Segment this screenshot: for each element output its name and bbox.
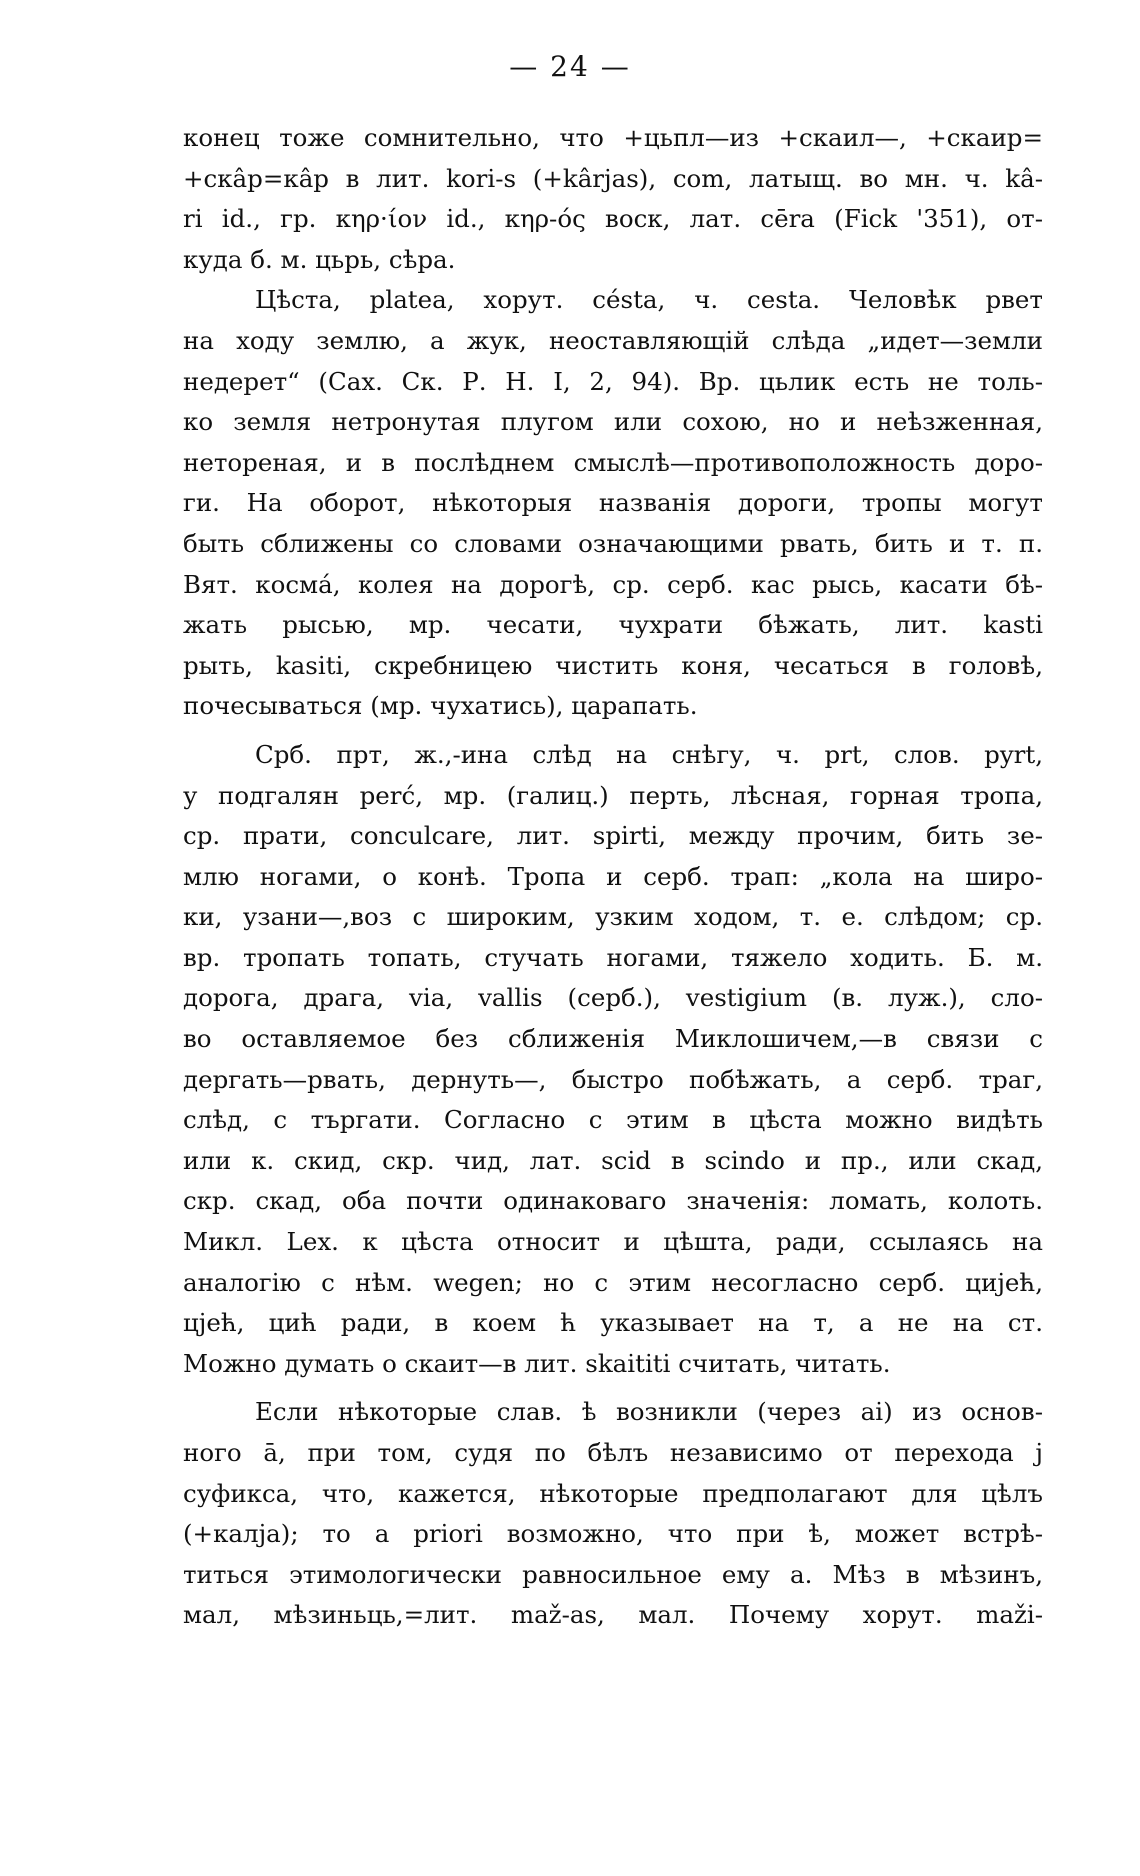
paragraph — [183, 118, 1043, 280]
text-line: аналогію с нѣм. wegen; но с этим несогласно серб. цијећ, — [183, 1267, 1043, 1297]
text-line: Микл. Lex. к цѣста относит и цѣшта, ради, ссылаясь на — [183, 1227, 1043, 1257]
text-line: у подгалян perć, мр. (галиц.) перть, лѣсная, горная тропа, — [183, 780, 1043, 810]
text-line: ки, узани—,воз с широким, узким ходом, т. е. слѣдом; ср. — [183, 902, 1043, 932]
paragraph — [183, 1392, 1043, 1636]
paragraph — [183, 735, 1043, 1385]
text-line: Если нѣкоторые слав. ѣ возникли (через ai) из основ- — [255, 1397, 1043, 1427]
text-line: Вят. космá, колея на дорогѣ, ср. серб. кас рысь, касати бѣ- — [183, 569, 1043, 599]
text-line: ного ā, при том, судя по бѣлъ независимо от перехода j — [183, 1438, 1043, 1467]
text-line: жать рысью, мр. чесати, чухрати бѣжать, лит. kasti — [183, 610, 1043, 640]
text-line: вр. тропать топать, стучать ногами, тяжело ходить. Б. м. — [183, 942, 1043, 972]
text-line: ко земля нетронутая плугом или сохою, но и неѣзженная, — [183, 407, 1043, 437]
text-line: мал, мѣзиньць,=лит. maž-as, мал. Почему хорут. maži- — [183, 1600, 1043, 1630]
text-line: нетореная, и в послѣднем смыслѣ—противоположность доро- — [183, 447, 1043, 477]
text-line: (+калја); то а priori возможно, что при ѣ, может встрѣ- — [183, 1519, 1043, 1549]
paragraph — [183, 280, 1043, 727]
text-line: дергать—рвать, дернуть—, быстро побѣжать, а серб. траг, — [183, 1064, 1043, 1094]
text-line: ri id., гр. κηρ·ίον id., κηρ-ός воск, лат. cēra (Fick '351), от- — [183, 204, 1043, 234]
text-line: скр. скад, оба почти одинаковаго значенія: ломать, колоть. — [183, 1186, 1043, 1216]
text-line: ги. На оборот, нѣкоторыя названія дороги, тропы могут — [183, 488, 1043, 518]
body-text — [183, 118, 1043, 1636]
text-line: Можно думать о скаит—в лит. skaititi считать, читать. — [183, 1348, 891, 1378]
text-line: титься этимологически равносильное ему а. Мѣз в мѣзинъ, — [183, 1559, 1043, 1589]
text-line: Цѣста, platea, хорут. césta, ч. cesta. Человѣк рвет — [255, 285, 1043, 315]
text-line: Срб. прт, ж.,-ина слѣд на снѣгу, ч. prt, слов. pyrt, — [255, 739, 1043, 769]
text-line: +скâр=кâр в лит. kori-s (+kârjas), com, латыщ. во мн. ч. kâ- — [183, 163, 1043, 193]
text-line: быть сближены со словами означающими рвать, бить и т. п. — [183, 528, 1043, 558]
text-line: цјећ, цић ради, в коем ћ указывает на т, а не на ст. — [183, 1308, 1043, 1338]
text-line: на ходу землю, а жук, неоставляющій слѣда „идет—земли — [183, 325, 1043, 355]
text-line: или к. скид, скр. чид, лат. scid в scindo и пр., или скад, — [183, 1145, 1043, 1175]
text-line: слѣд, с търгати. Согласно с этим в цѣста можно видѣть — [183, 1105, 1043, 1135]
text-line: млю ногами, о конѣ. Тропа и серб. трап: „кола на широ- — [183, 861, 1043, 891]
page-number: — 24 — — [509, 50, 631, 83]
text-line: дорога, драга, via, vallis (серб.), vestigium (в. луж.), сло- — [183, 983, 1043, 1013]
text-line: суфикса, что, кажется, нѣкоторые предполагают для цѣлъ — [183, 1478, 1043, 1508]
text-line: почесываться (мр. чухатись), царапать. — [183, 691, 698, 721]
text-line: ср. прати, conculcare, лит. spirti, между прочим, бить зе- — [183, 821, 1043, 851]
text-line: во оставляемое без сближенія Миклошичем,—в связи с — [183, 1024, 1043, 1054]
text-line: недерет“ (Сах. Ск. Р. Н. I, 2, 94). Вр. цьлик есть не толь- — [183, 366, 1043, 396]
text-line: рыть, kasiti, скребницею чистить коня, чесаться в головѣ, — [183, 650, 1043, 680]
text-line: конец тоже сомнительно, что +цьпл—из +скаил—, +скаир= — [183, 123, 1043, 152]
text-line: куда б. м. цьрь, сѣра. — [183, 244, 456, 274]
